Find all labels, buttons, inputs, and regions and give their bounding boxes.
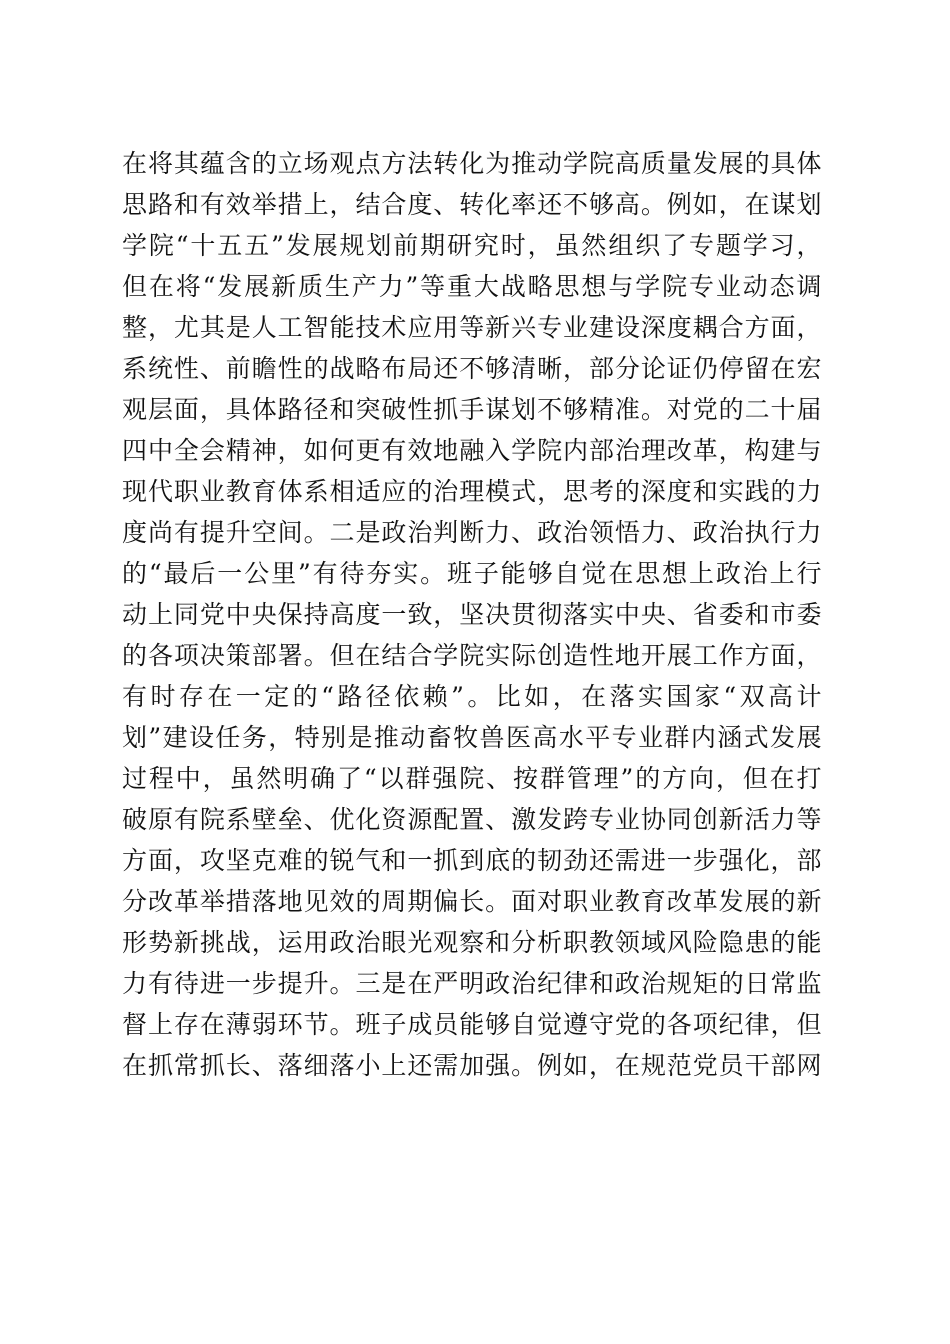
text-line: 督上存在薄弱环节。班子成员能够自觉遵守党的各项纪律，但 bbox=[122, 1010, 822, 1039]
text-line: 系统性、前瞻性的战略布局还不够清晰，部分论证仍停留在宏 bbox=[122, 354, 822, 383]
text-line: 有时存在一定的“路径依赖”。比如，在落实国家“双高计 bbox=[122, 682, 822, 711]
text-line: 但在将“发展新质生产力”等重大战略思想与学院专业动态调 bbox=[122, 272, 822, 301]
text-line: 分改革举措落地见效的周期偏长。面对职业教育改革发展的新 bbox=[122, 887, 822, 916]
text-line: 学院“十五五”发展规划前期研究时，虽然组织了专题学习， bbox=[122, 231, 822, 260]
text-line: 思路和有效举措上，结合度、转化率还不够高。例如，在谋划 bbox=[122, 190, 822, 219]
text-line: 过程中，虽然明确了“以群强院、按群管理”的方向，但在打 bbox=[122, 764, 822, 793]
text-line: 动上同党中央保持高度一致，坚决贯彻落实中央、省委和市委 bbox=[122, 600, 822, 629]
text-line: 整，尤其是人工智能技术应用等新兴专业建设深度耦合方面， bbox=[122, 313, 822, 342]
text-line: 现代职业教育体系相适应的治理模式，思考的深度和实践的力 bbox=[122, 477, 822, 506]
text-line: 的“最后一公里”有待夯实。班子能够自觉在思想上政治上行 bbox=[122, 559, 822, 588]
body-paragraph bbox=[122, 143, 822, 1086]
text-line: 划”建设任务，特别是推动畜牧兽医高水平专业群内涵式发展 bbox=[122, 723, 822, 752]
text-line: 方面，攻坚克难的锐气和一抓到底的韧劲还需进一步强化，部 bbox=[122, 846, 822, 875]
text-line: 的各项决策部署。但在结合学院实际创造性地开展工作方面， bbox=[122, 641, 822, 670]
text-line: 四中全会精神，如何更有效地融入学院内部治理改革，构建与 bbox=[122, 436, 822, 465]
text-line: 在将其蕴含的立场观点方法转化为推动学院高质量发展的具体 bbox=[122, 149, 822, 178]
text-line: 形势新挑战，运用政治眼光观察和分析职教领域风险隐患的能 bbox=[122, 928, 822, 957]
text-line: 度尚有提升空间。二是政治判断力、政治领悟力、政治执行力 bbox=[122, 518, 822, 547]
text-line: 在抓常抓长、落细落小上还需加强。例如，在规范党员干部网 bbox=[122, 1051, 822, 1080]
text-line: 观层面，具体路径和突破性抓手谋划不够精准。对党的二十届 bbox=[122, 395, 822, 424]
text-line: 破原有院系壁垒、优化资源配置、激发跨专业协同创新活力等 bbox=[122, 805, 822, 834]
text-line: 力有待进一步提升。三是在严明政治纪律和政治规矩的日常监 bbox=[122, 969, 822, 998]
